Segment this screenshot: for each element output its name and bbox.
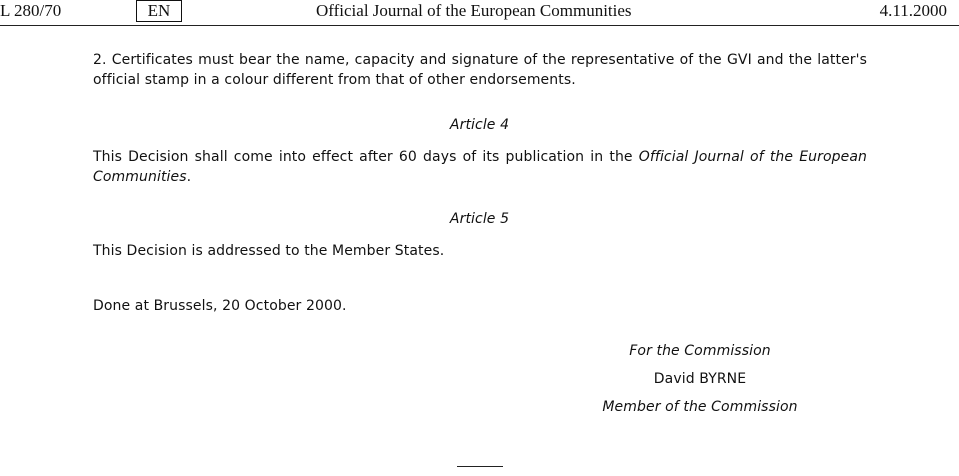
article-4-text-before: This Decision shall come into effect after 60 days of its publication in the: [93, 149, 639, 165]
article-4-heading: Article 4: [449, 117, 510, 133]
article-4-text: [93, 147, 867, 187]
done-at-line: Done at Brussels, 20 October 2000.: [93, 298, 347, 314]
signatory-role: Member of the Commission: [602, 399, 798, 415]
page-reference: L 280/70: [0, 1, 62, 20]
language-code-box: EN: [136, 0, 182, 22]
article-5-text: This Decision is addressed to the Member States.: [93, 243, 445, 259]
end-of-document-rule: [457, 466, 503, 467]
paragraph-2: 2. Certificates must bear the name, capacity and signature of the representative of the GVI and the latter's official stamp in a colour different from that of other endorsements.: [93, 52, 867, 88]
signatory-name: David BYRNE: [653, 371, 747, 387]
header-rule: [0, 25, 959, 26]
signature-for-line: For the Commission: [629, 343, 771, 359]
publication-date: 4.11.2000: [879, 1, 947, 20]
journal-reference: Official Journal of the European Communities: [93, 149, 868, 185]
article-4-text-after: .: [186, 169, 192, 185]
journal-title: Official Journal of the European Communities: [316, 1, 632, 20]
article-5-heading: Article 5: [449, 211, 510, 227]
